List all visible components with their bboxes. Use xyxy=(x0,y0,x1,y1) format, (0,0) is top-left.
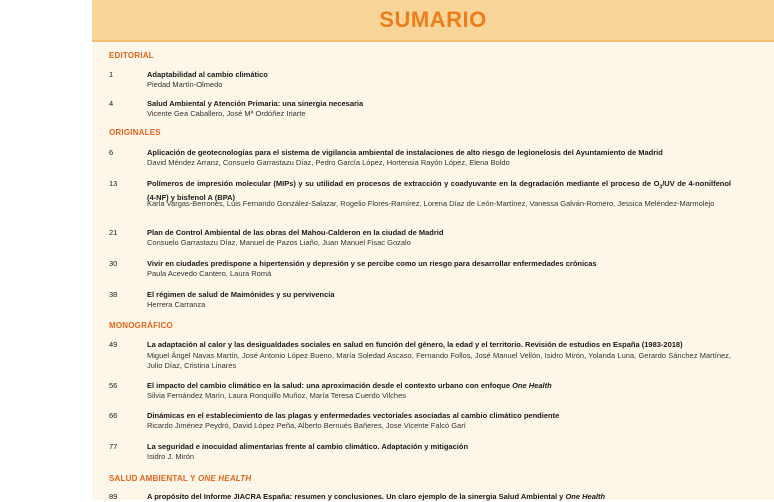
entry-title[interactable]: Dinámicas en el establecimiento de las plagas y enfermedades vectoriales asociadas al cambio climático pendiente xyxy=(147,411,560,420)
entry-title-part: Polímeros de impresión molecular (MIPs) y su utilidad en procesos de extracción y coadyuvante en la degradación mediante el proceso de O xyxy=(147,179,660,188)
page-number: 66 xyxy=(109,411,118,420)
entry-authors: David Méndez Arranz, Consuelo Garrastazu Díaz, Pedro García López, Hortensia Rayón López, Elena Boldo xyxy=(147,158,510,167)
entry-authors: Paula Acevedo Cantero, Laura Romá xyxy=(147,269,272,278)
entry-title[interactable]: Adaptabilidad al cambio climático xyxy=(147,70,268,79)
entry-title[interactable]: El régimen de salud de Maimónides y su pervivencia xyxy=(147,290,335,299)
entry-authors: Herrera Carranza xyxy=(147,300,206,309)
subscript-text: 3 xyxy=(659,184,663,191)
page-number: 13 xyxy=(109,179,118,188)
section-heading-text: SALUD AMBIENTAL Y xyxy=(109,474,198,483)
entry-authors: Karla Vargas-Berrones, Luis Fernando González-Salazar, Rogelio Flores-Ramírez, Lorena Díaz de León-Martínez, Vanessa Galván-Romero, Jessica Meléndez-Marmolejo xyxy=(147,199,715,208)
entry-authors: Miguel Ángel Navas Martín, José Antonio López Bueno, María Soledad Ascaso, Fernando Follos, José Manuel Vellón, Isidro Mirón, Yolanda Luna, Gerardo Sánchez Martínez, Julio Díaz, Cristina Linares xyxy=(147,351,731,370)
entry-title[interactable]: Vivir en ciudades predispone a hipertensión y depresión y se percibe como un riesgo para desarrollar enfermedades crónicas xyxy=(147,259,597,268)
page-number: 4 xyxy=(109,99,114,108)
entry-authors: Vicente Gea Caballero, José Mª Ordóñez Iriarte xyxy=(147,109,306,118)
page-number: 56 xyxy=(109,381,118,390)
entry-title[interactable]: La adaptación al calor y las desigualdades sociales en salud en función del género, la edad y el territorio. Revisión de estudios en España (1983-2018) xyxy=(147,340,683,349)
entry-authors: Ricardo Jiménez Peydró, David López Peña, Alberto Bernués Bañeres, Jose Vicente Falcó Garí xyxy=(147,421,466,430)
entry-title[interactable]: La seguridad e inocuidad alimentarias frente al cambio climático. Adaptación y mitigación xyxy=(147,442,469,451)
entry-authors: Piedad Martín-Olmedo xyxy=(147,80,223,89)
entry-authors: Isidro J. Mirón xyxy=(147,452,195,461)
entry-title[interactable]: Plan de Control Ambiental de las obras del Mahou-Calderon en la ciudad de Madrid xyxy=(147,228,444,237)
entry-title[interactable] xyxy=(147,492,731,502)
page-number: 30 xyxy=(109,259,118,268)
section-heading-editorial: EDITORIAL xyxy=(109,51,154,60)
entry-title-italic: One Health xyxy=(512,381,552,390)
entry-authors: Silvia Fernández Marín, Laura Ronquillo Muñoz, María Teresa Cuerdo Vilches xyxy=(147,391,407,400)
entry-title-italic: One Health xyxy=(565,492,606,501)
section-heading-monografico: MONOGRÁFICO xyxy=(109,321,173,330)
entry-title-part: A propósito del Informe JIACRA España: resumen y conclusiones. Un claro ejemplo de la sinergia Salud Ambiental y xyxy=(147,492,566,501)
entry-title-part: /UV de 4-nonilfenol (4-NF) y bisfenol A (BPA) xyxy=(147,179,731,202)
entry-title[interactable]: Aplicación de geotecnologías para el sistema de vigilancia ambiental de instalaciones de alto riesgo de legionelosis del Ayuntamiento de Madrid xyxy=(147,148,663,157)
page-number: 1 xyxy=(109,70,114,79)
page-number: 89 xyxy=(109,492,118,501)
entry-title[interactable] xyxy=(147,381,731,391)
entry-title[interactable]: Salud Ambiental y Atención Primaria: una sinergia necesaria xyxy=(147,99,364,108)
section-heading-salud-ambiental xyxy=(109,474,251,483)
header-band xyxy=(92,0,774,42)
page-number: 21 xyxy=(109,228,118,237)
entry-title-part: El impacto del cambio climático en la salud: una aproximación desde el contexto urbano con enfoque xyxy=(147,381,513,390)
page-number: 49 xyxy=(109,340,118,349)
page-title: SUMARIO xyxy=(379,7,487,32)
page-number: 38 xyxy=(109,290,118,299)
page-number: 77 xyxy=(109,442,118,451)
section-heading-italic: ONE HEALTH xyxy=(197,474,252,483)
table-of-contents-page xyxy=(92,0,774,500)
entry-authors: Consuelo Garrastazu Díaz, Manuel de Pazos Liaño, Juan Manuel Fisac Gozalo xyxy=(147,238,411,247)
section-heading-originales: ORIGINALES xyxy=(109,128,161,137)
page-number: 6 xyxy=(109,148,114,157)
